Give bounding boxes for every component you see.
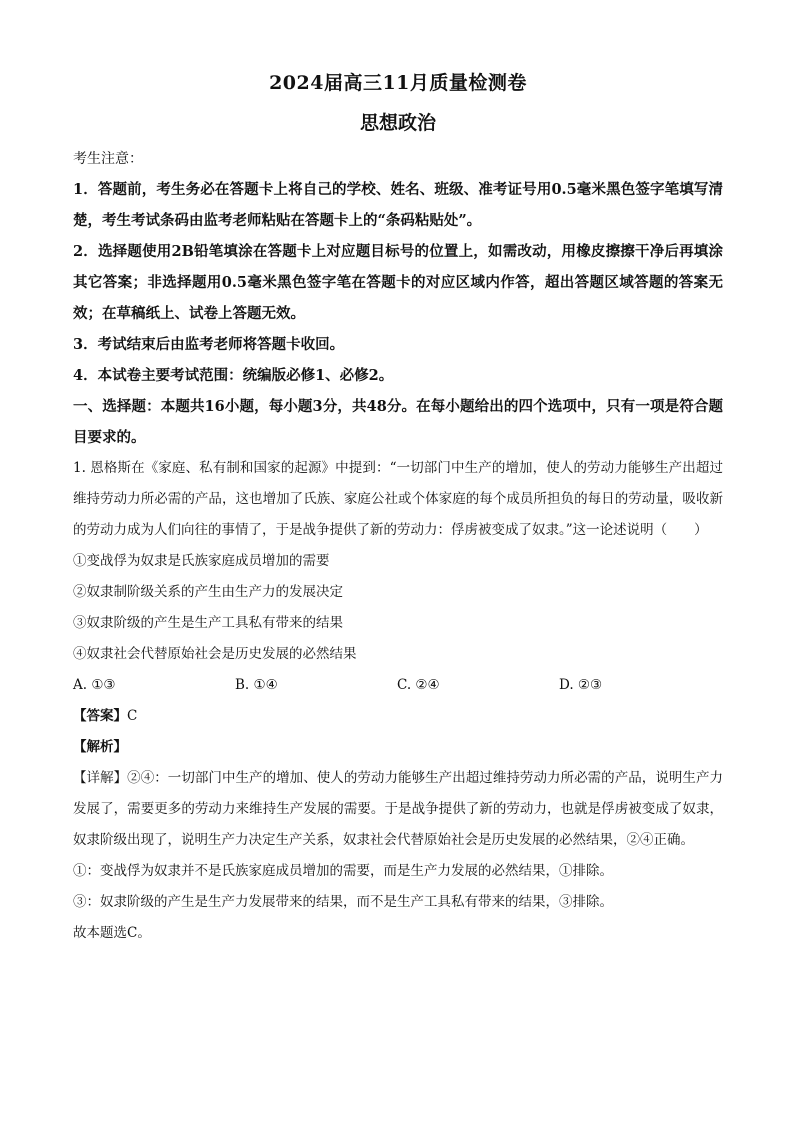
exclusion-1: ①：变战俘为奴隶并不是氏族家庭成员增加的需要，而是生产力发展的必然结果，①排除。 <box>73 863 613 879</box>
notice-item-3: 3．考试结束后由监考老师将答题卡收回。 <box>73 336 345 353</box>
choice-a: A. ①③ <box>73 677 116 693</box>
notice-item-1: 1．答题前，考生务必在答题卡上将自己的学校、姓名、班级、准考证号用0.5毫米黑色签字笔填写清楚，考生考试条码由监考老师粘贴在答题卡上的“条码粘贴处”。 <box>73 181 723 229</box>
analysis-label: 【解析】 <box>73 739 127 755</box>
answer-choices <box>73 670 723 701</box>
answer-value: C <box>127 708 138 724</box>
detail-paragraph <box>73 763 723 856</box>
choice-b: B. ①④ <box>235 677 278 693</box>
answer-label: 【答案】 <box>73 708 127 724</box>
choice-c: C. ②④ <box>397 677 440 693</box>
answer-line <box>73 701 723 732</box>
exam-page <box>73 60 723 949</box>
statement-4: ④奴隶社会代替原始社会是历史发展的必然结果 <box>73 646 357 662</box>
exclusion-2: ③：奴隶阶级的产生是生产力发展带来的结果，而不是生产工具私有带来的结果，③排除。 <box>73 894 613 910</box>
statement-3: ③奴隶阶级的产生是生产工具私有带来的结果 <box>73 615 343 631</box>
statement-2: ②奴隶制阶级关系的产生由生产力的发展决定 <box>73 584 343 600</box>
detail-text: ②④：一切部门中生产的增加、使人的劳动力能够生产出超过维持劳动力所必需的产品，说明生产力发展了，需要更多的劳动力来维持生产发展的需要。于是战争提供了新的劳动力，也就是俘虏被变成了奴隶，奴隶阶级出现了，说明生产力决定生产关系，奴隶社会代替原始社会是历史发展的必然结果，②④正确。 <box>73 770 724 848</box>
exam-subject: 思想政治 <box>359 112 436 134</box>
detail-label: 【详解】 <box>73 770 128 786</box>
notice-item-4: 4．本试卷主要考试范围：统编版必修1、必修2。 <box>73 367 394 384</box>
notice-item-2: 2．选择题使用2B铅笔填涂在答题卡上对应题目标号的位置上，如需改动，用橡皮擦擦干净后再填涂其它答案；非选择题用0.5毫米黑色签字笔在答题卡的对应区域内作答，超出答题区域答题的答案无效；在草稿纸上、试卷上答题无效。 <box>73 243 723 322</box>
section-heading: 一、选择题：本题共16小题，每小题3分，共48分。在每小题给出的四个选项中，只有一项是符合题目要求的。 <box>73 398 723 446</box>
exam-title: 2024届高三11月质量检测卷 <box>269 72 527 94</box>
statement-1: ①变战俘为奴隶是氏族家庭成员增加的需要 <box>73 553 330 569</box>
analysis-line <box>73 732 723 763</box>
question-stem: 1. 恩格斯在《家庭、私有制和国家的起源》中提到：“一切部门中生产的增加，使人的劳动力能够生产出超过维持劳动力所必需的产品，这也增加了氏族、家庭公社或个体家庭的每个成员所担负的每日的劳动量，吸收新的劳动力成为人们向往的事情了，于是战争提供了新的劳动力：俘虏被变成了奴隶。”这一论述说明（ ） <box>73 460 723 538</box>
question-1 <box>73 453 723 949</box>
conclusion: 故本题选C。 <box>73 925 151 941</box>
notice-heading: 考生注意： <box>73 151 143 167</box>
candidate-notice <box>73 144 723 391</box>
choice-d: D. ②③ <box>559 677 603 693</box>
